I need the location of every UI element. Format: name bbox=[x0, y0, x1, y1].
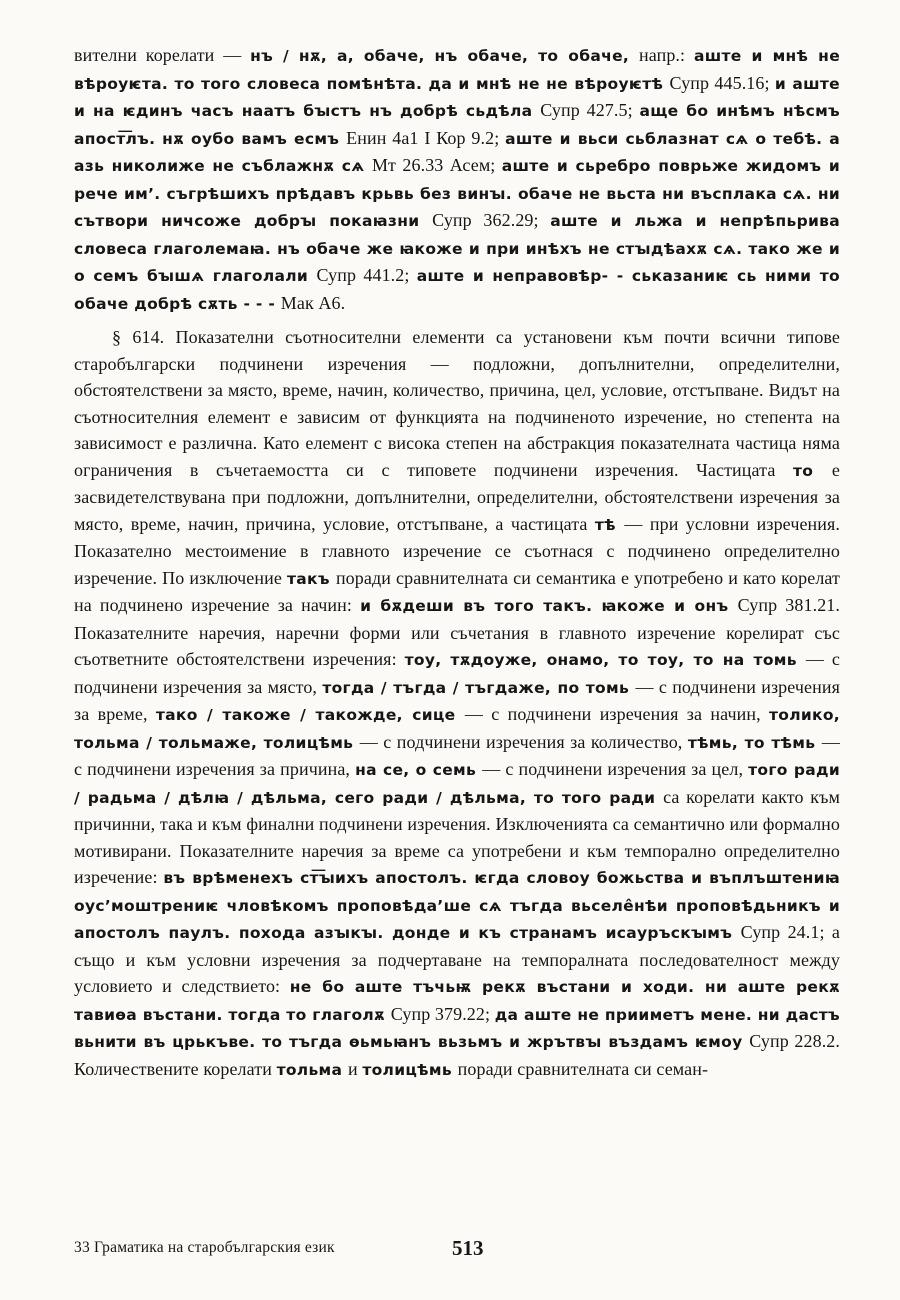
ocs-quote: не бо аште тъчьѭ рекѫ въстани и ходи. ни аште рекѫ тавиѳа въстани. тогда то глаголѫ bbox=[74, 978, 841, 1024]
body-text: — с подчинени изречения за количество, bbox=[359, 731, 688, 752]
body-text: Супр 379.22; bbox=[390, 1003, 495, 1024]
body-text: Мт 26.33 Асем; bbox=[371, 155, 502, 175]
ocs-quote: тѣ bbox=[594, 515, 625, 534]
ocs-quote: аще бо инѣмъ нѣсмъ апост͞лъ. нѫ оубо вамъ есмъ bbox=[74, 102, 840, 148]
ocs-quote: и бѫдеши въ того такъ. ꙗкоже и онъ bbox=[360, 597, 738, 615]
body-text: — с подчинени изречения за време, bbox=[74, 676, 840, 724]
body-text: — при условни изречения. Показателно местоимение в главното изречение се съотнася с подчинено определително изречение. По изключение bbox=[74, 513, 840, 588]
body-text: Супр 228.2. Количествените корелати bbox=[74, 1031, 840, 1079]
body-text: Супр 441.2; bbox=[316, 265, 417, 285]
page-number: 513 bbox=[452, 1236, 484, 1260]
body-text: Мак А6. bbox=[280, 292, 346, 313]
body-text: Супр 24.1; а също и към условни изречения за подчертаване на темпоралната последователност между условието и следствието: bbox=[74, 922, 840, 996]
ocs-quote: толицѣмь bbox=[362, 1060, 458, 1079]
body-text: напр.: bbox=[639, 45, 694, 65]
body-text: — с подчинени изречения за цел, bbox=[482, 759, 749, 779]
ocs-quote: на се, о семь bbox=[355, 761, 483, 779]
body-text: § 614. Показателни съотносителни елементи са установени към почти всични типове старобългарски подчинени изречения — подложни, допълнителни, определителни, обстоятелствени за място, време, начин, количество, причина, цел, условие, отстъпване. Видът на съотносителния елемент е зависим от функцията на подчиненото изречение, но степента на зависимост е различна. Като елемент с висока степен на абстракция показателната частица няма ограничения в съчетаемостта си с типовете подчинени изречения. Частицата bbox=[74, 327, 840, 480]
body-text: — с подчинени изречения за място, bbox=[74, 649, 840, 697]
body-text: — с подчинени изречения за причина, bbox=[74, 731, 840, 779]
text-block bbox=[74, 42, 840, 1083]
body-text: — с подчинени изречения за начин, bbox=[464, 704, 769, 724]
ocs-quote: толико, тольма / тольмаже, толицѣмь bbox=[74, 706, 840, 752]
ocs-quote: аште и сьребро поврьже жидомъ и рече им’. съгрѣшихъ прѣдавъ крьвь без винꙑ. обаче не вьста ни въсплака сѧ. ни сътвори ничсоже добрꙑ покаꙗзни bbox=[74, 157, 840, 230]
ocs-quote: въ врѣменехъ ст͞ꙑихъ апостолъ. ѥгда словоу божьства и въплъштениꙗ оус’моштрениѥ чловѣкомъ проповѣда’ше сѧ тъгда вьселе̂нѣи проповѣдьникъ и апостолъ паулъ. похода азꙑкꙑ. донде и къ странамъ исауръскꙑмъ bbox=[74, 869, 840, 942]
ocs-quote: аште и неправовѣр- - ськазаниѥ сь ними то обаче добрѣ сѫть - - - bbox=[74, 267, 840, 313]
body-text: поради сравнителната си семан- bbox=[457, 1058, 709, 1079]
body-text: са корелати както към причинни, така и към финални подчинени изречения. Изключенията са семантично или формално мотивирани. Показателните наречия за време са употребени и към темпорално определително изречение: bbox=[74, 786, 840, 887]
ocs-quote: того ради / радьма / дѣлꙗ / дѣльма, сего ради / дѣльма, то того ради bbox=[74, 761, 840, 807]
body-text: вителни корелати — bbox=[74, 45, 251, 65]
body-text: и bbox=[347, 1058, 363, 1079]
ocs-quote: тольма bbox=[276, 1060, 348, 1079]
paragraph bbox=[74, 42, 840, 317]
body-text: Супр 445.16; bbox=[669, 72, 775, 93]
ocs-quote: аште и мнѣ не вѣроуѥта. то того словеса помѣнѣта. да и мнѣ не не вѣроуѥтѣ bbox=[74, 47, 841, 93]
body-text: Супр 381.21. Показателните наречия, наречни форми или съчетания в главното изречение корелират със съответните обстоятелствени изречения: bbox=[74, 595, 841, 669]
ocs-quote: тѣмь, то тѣмь bbox=[687, 733, 822, 752]
ocs-quote: тоу, тѫдоуже, онамо, то тоу, то на томь bbox=[404, 651, 806, 669]
body-text: Супр 362.29; bbox=[432, 210, 551, 230]
body-text: е засвидетелствувана при подложни, допълнителни, определителни, обстоятелствени изречения за място, време, начин, причина, условие, отстъпване, а частицата bbox=[74, 459, 840, 534]
ocs-quote: да аште не прииметъ мене. ни дастъ вьнити въ црькъве. то тъгда ѳьмьꙗнъ вьзьмъ и жрътвꙑ въздамъ ѥмоу bbox=[74, 1005, 840, 1051]
ocs-quote: нъ / нѫ, а, обаче, нъ обаче, то обаче, bbox=[250, 47, 639, 65]
ocs-quote: аште и льжа и непрѣпьрива словеса глаголемаꙗ. нъ обаче же ꙗкоже и при инѣхъ не стꙑдѣахѫ сѧ. тако же и о семъ бꙑшѧ глаголали bbox=[74, 212, 840, 285]
ocs-quote: такъ bbox=[286, 569, 336, 588]
ocs-quote: аште и вьси сьблазнат сѧ о тебѣ. а азь николиже не съблажнѫ сѧ bbox=[74, 129, 840, 175]
page-footer bbox=[74, 1236, 840, 1262]
running-title: 33 Граматика на старобългарския език bbox=[74, 1239, 335, 1256]
body-text: Енин 4а1 I Кор 9.2; bbox=[346, 127, 506, 148]
ocs-quote: тогда / тъгда / тъгдаже, по томь bbox=[322, 678, 636, 697]
body-text: Супр 427.5; bbox=[540, 100, 640, 120]
ocs-quote: то bbox=[793, 461, 832, 480]
ocs-quote: тако / такоже / такожде, сице bbox=[155, 706, 465, 724]
body-text: поради сравнителната си семантика е употребено и като корелат на подчинено изречение за начин: bbox=[74, 567, 841, 615]
paragraph bbox=[74, 324, 840, 1083]
ocs-quote: и аште и на ѥдинъ часъ наатъ бꙑстъ нъ добрѣ сьдѣла bbox=[74, 74, 840, 120]
